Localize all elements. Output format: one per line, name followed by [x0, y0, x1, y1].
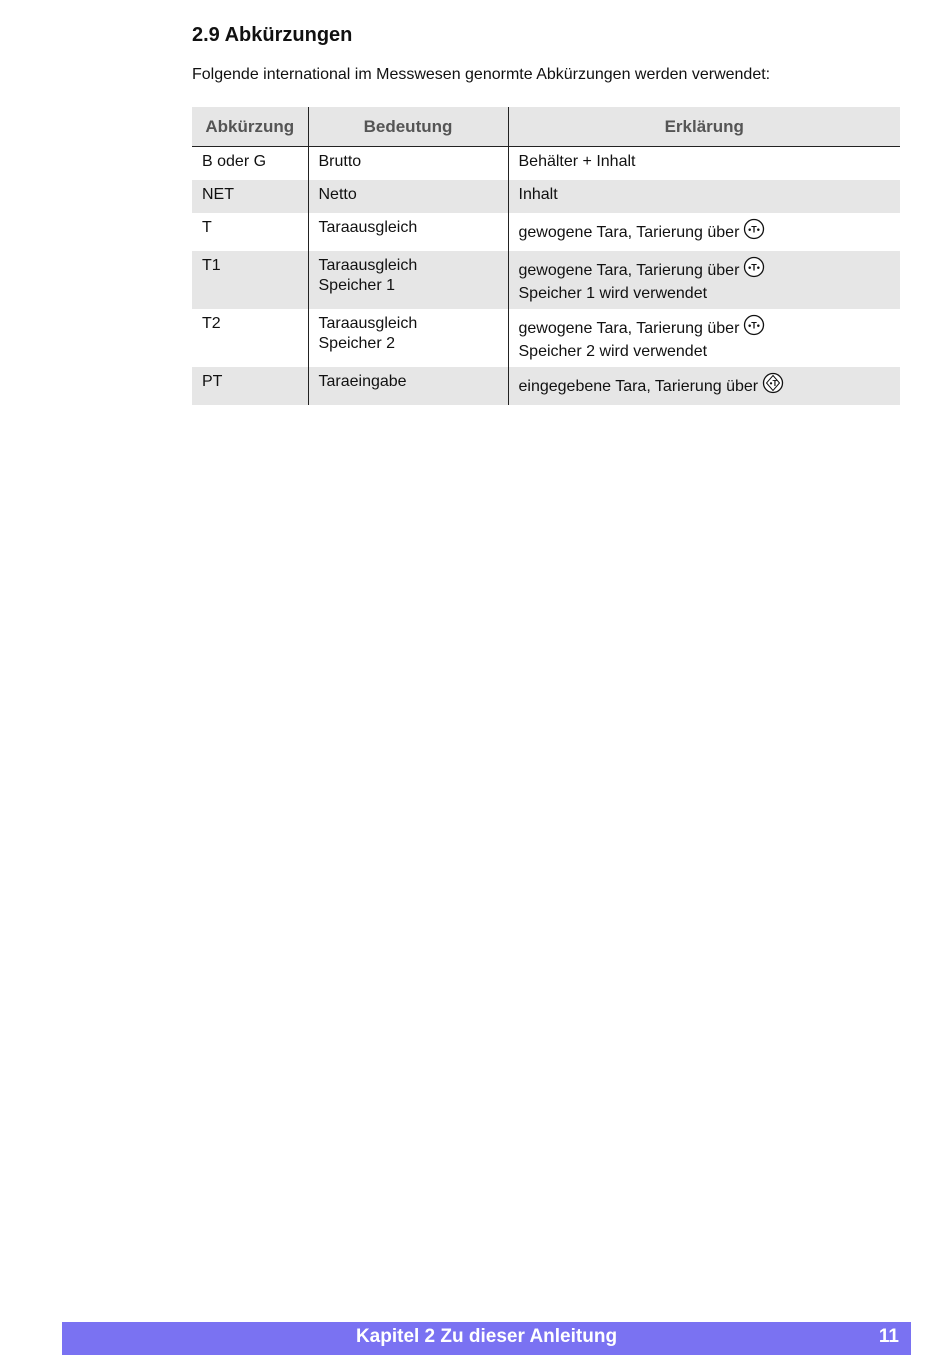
cell-meaning — [308, 309, 508, 367]
svg-text:•T: •T — [769, 379, 778, 389]
tare-key-icon — [743, 314, 765, 342]
meaning-line: Taraausgleich — [318, 219, 418, 236]
cell-abbreviation: T1 — [192, 251, 308, 309]
svg-text:•T•: •T• — [748, 262, 761, 273]
svg-text:•T•: •T• — [748, 320, 761, 331]
meaning-line: Taraeingabe — [318, 373, 407, 390]
explanation-text: gewogene Tara, Tarierung über — [518, 262, 740, 279]
table-row — [192, 309, 900, 367]
cell-meaning — [308, 251, 508, 309]
meaning-line: Taraausgleich — [318, 257, 418, 274]
table-row — [192, 367, 900, 405]
intro-text: Folgende international im Messwesen genormte Abkürzungen werden verwendet: — [192, 66, 771, 83]
cell-abbreviation: PT — [192, 367, 308, 405]
meaning-line: Brutto — [318, 153, 362, 170]
explanation-line — [519, 314, 891, 342]
explanation-text: eingegebene Tara, Tarierung über — [518, 378, 759, 395]
cell-explanation — [508, 180, 900, 213]
cell-explanation — [508, 213, 900, 251]
meaning-line: Speicher 2 — [318, 335, 395, 352]
explanation-line: Speicher 1 wird verwendet — [518, 285, 708, 302]
explanation-line: Speicher 2 wird verwendet — [518, 343, 708, 360]
cell-explanation — [508, 367, 900, 405]
cell-meaning — [308, 367, 508, 405]
tare-key-icon — [743, 256, 765, 284]
explanation-text: gewogene Tara, Tarierung über — [518, 320, 740, 337]
preset-tare-key-icon — [762, 372, 784, 400]
cell-explanation — [508, 309, 900, 367]
meaning-line: Netto — [318, 186, 357, 203]
table-header-row — [192, 107, 900, 147]
footer-chapter-title: Kapitel 2 Zu dieser Anleitung — [355, 1326, 618, 1347]
table-row — [192, 147, 900, 181]
cell-meaning — [308, 213, 508, 251]
explanation-line — [519, 218, 891, 246]
svg-text:•T•: •T• — [748, 224, 761, 235]
cell-abbreviation: NET — [192, 180, 308, 213]
footer-bar — [62, 1322, 911, 1355]
cell-meaning — [308, 147, 508, 181]
explanation-text: gewogene Tara, Tarierung über — [518, 224, 740, 241]
explanation-line: Inhalt — [518, 186, 558, 203]
explanation-line — [519, 372, 891, 400]
tare-key-icon — [743, 218, 765, 246]
header-abbreviation: Abkürzung — [192, 107, 308, 147]
cell-abbreviation: T — [192, 213, 308, 251]
table-row — [192, 213, 900, 251]
meaning-line: Taraausgleich — [318, 315, 418, 332]
explanation-line — [519, 256, 891, 284]
cell-explanation — [508, 251, 900, 309]
cell-meaning — [308, 180, 508, 213]
table-row — [192, 251, 900, 309]
header-meaning: Bedeutung — [308, 107, 508, 147]
section-title: 2.9 Abkürzungen — [192, 24, 353, 46]
page-number: 11 — [878, 1326, 899, 1347]
abbreviations-table — [192, 107, 900, 405]
cell-abbreviation: B oder G — [192, 147, 308, 181]
header-explanation: Erklärung — [508, 107, 900, 147]
cell-explanation — [508, 147, 900, 181]
table-row — [192, 180, 900, 213]
explanation-line: Behälter + Inhalt — [518, 153, 636, 170]
cell-abbreviation: T2 — [192, 309, 308, 367]
meaning-line: Speicher 1 — [318, 277, 395, 294]
